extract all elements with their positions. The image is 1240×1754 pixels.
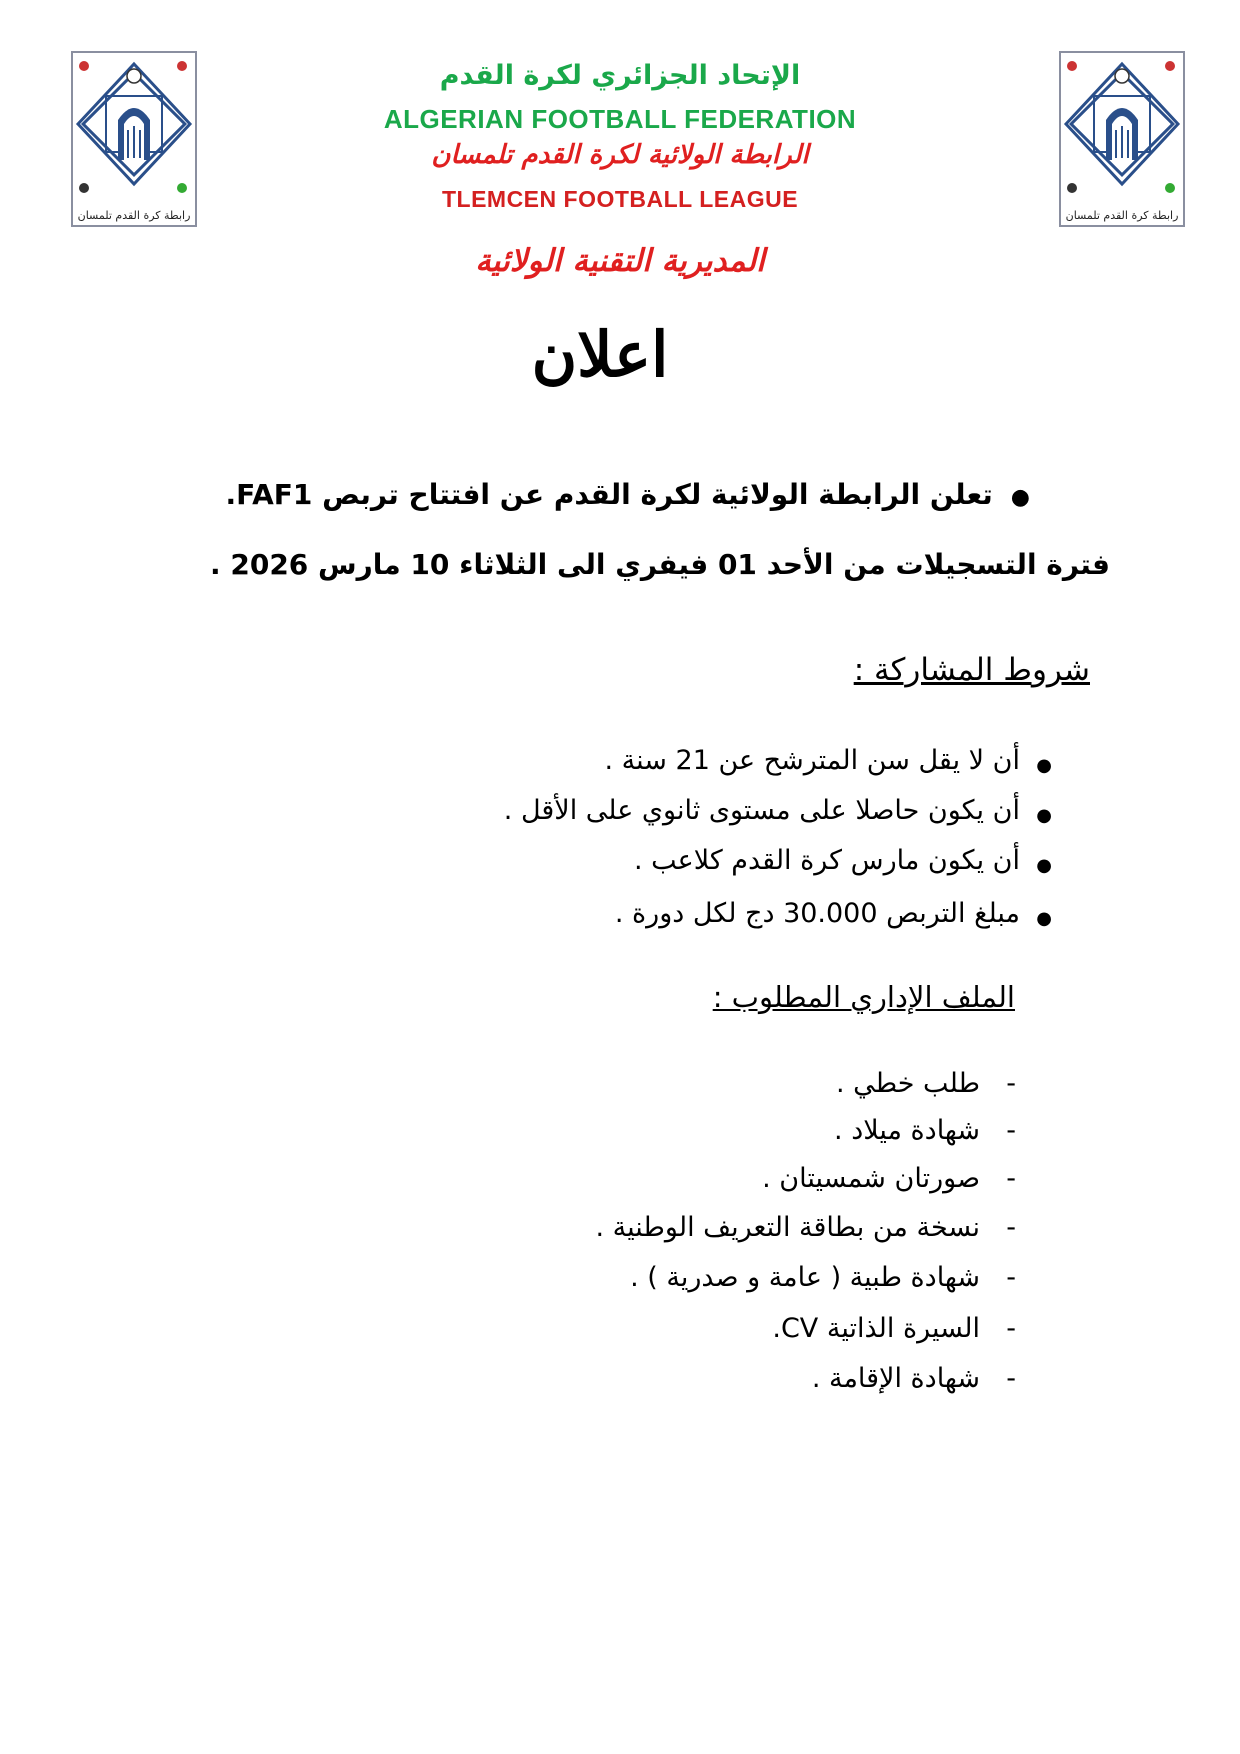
federation-name-en: ALGERIAN FOOTBALL FEDERATION [383, 104, 857, 134]
bullet-icon: ● [1036, 855, 1052, 876]
condition-item: ● مبلغ التربص 30.000 دج لكل دورة . [614, 898, 1052, 929]
announcement-line-1: ●تعلن الرابطة الولائية لكرة القدم عن افتتاح تربص FAF1. [225, 478, 1030, 511]
document-item: - شهادة ميلاد . [834, 1115, 1016, 1146]
dash-icon: - [1006, 1262, 1016, 1293]
conditions-title: شروط المشاركة : [853, 652, 1090, 688]
condition-item: ● أن يكون حاصلا على مستوى ثانوي على الأقل . [503, 795, 1052, 826]
document-item: - السيرة الذاتية CV. [772, 1313, 1016, 1344]
document-item: - شهادة طبية ( عامة و صدرية ) . [630, 1262, 1016, 1293]
bullet-icon: ● [1010, 485, 1030, 510]
directorate-name-ar: المديرية التقنية الولائية [475, 243, 765, 279]
bullet-icon: ● [1036, 908, 1052, 929]
document-item: - صورتان شمسيتان . [762, 1163, 1016, 1194]
dash-icon: - [1006, 1363, 1016, 1394]
logo-caption: رابطة كرة القدم تلمسان [77, 209, 191, 222]
announcement-line-2: فترة التسجيلات من الأحد 01 فيفري الى الثلاثاء 10 مارس 2026 . [209, 548, 1110, 581]
dash-icon: - [1006, 1313, 1016, 1344]
dash-icon: - [1006, 1068, 1016, 1099]
documents-title: الملف الإداري المطلوب : [712, 980, 1015, 1014]
announcement-headline: اعلان [531, 318, 669, 391]
federation-name-ar: الإتحاد الجزائري لكرة القدم [439, 60, 801, 91]
bullet-icon: ● [1036, 805, 1052, 826]
dash-icon: - [1006, 1163, 1016, 1194]
document-item: - نسخة من بطاقة التعريف الوطنية . [595, 1212, 1016, 1243]
document-item: - شهادة الإقامة . [811, 1363, 1016, 1394]
logo-caption: رابطة كرة القدم تلمسان [1065, 209, 1179, 222]
condition-item: ● أن يكون مارس كرة القدم كلاعب . [633, 845, 1052, 876]
dash-icon: - [1006, 1212, 1016, 1243]
dash-icon: - [1006, 1115, 1016, 1146]
condition-item: ● أن لا يقل سن المترشح عن 21 سنة . [604, 745, 1052, 776]
league-name-en: TLEMCEN FOOTBALL LEAGUE [441, 186, 799, 212]
league-name-ar: الرابطة الولائية لكرة القدم تلمسان [431, 140, 809, 170]
document-item: - طلب خطي . [835, 1068, 1016, 1099]
bullet-icon: ● [1036, 755, 1052, 776]
